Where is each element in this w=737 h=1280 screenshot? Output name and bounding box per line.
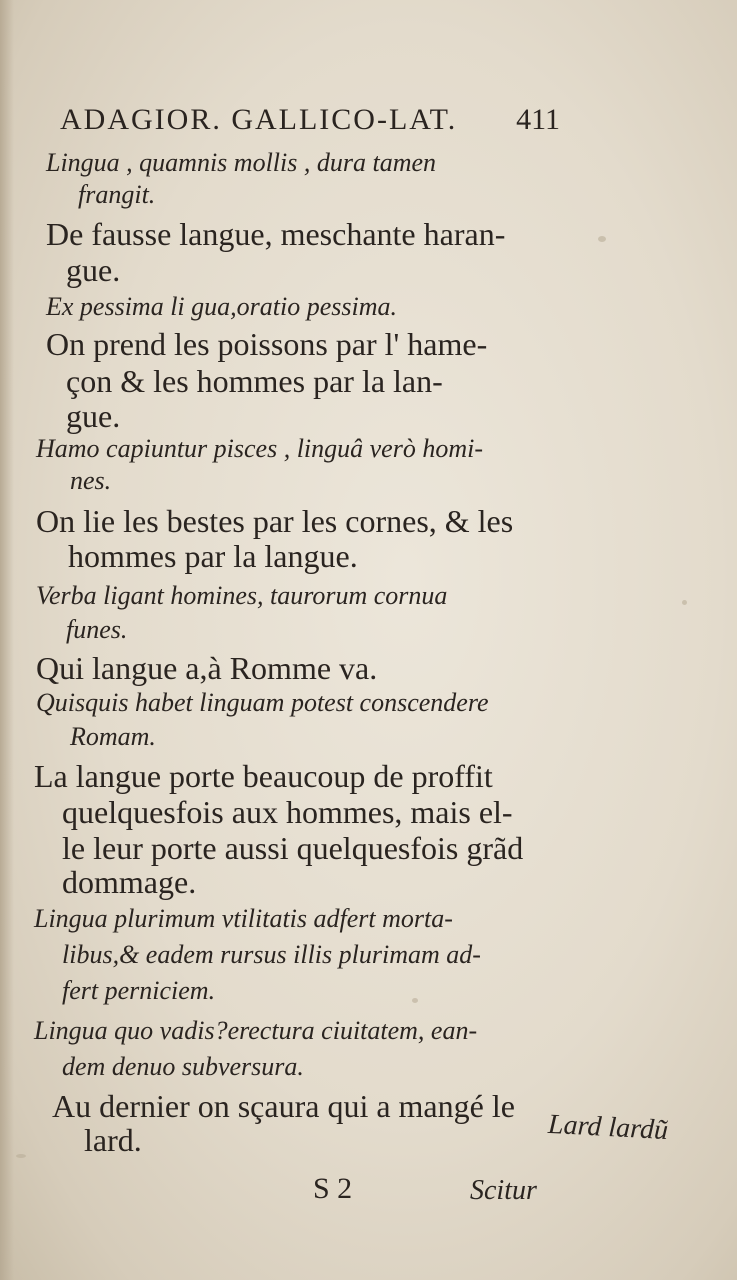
text-line-french: Au dernier on sçaura qui a mangé le bbox=[52, 1088, 515, 1124]
paper-fleck bbox=[598, 236, 606, 242]
paper-fleck bbox=[412, 998, 418, 1003]
text-line-french: dommage. bbox=[62, 864, 197, 900]
page-gutter-shadow bbox=[0, 0, 14, 1280]
text-line-french: çon & les hommes par la lan- bbox=[66, 363, 443, 399]
text-line-latin: frangit. bbox=[78, 180, 156, 209]
text-line-latin: Lingua quo vadis?erectura ciuitatem, ean- bbox=[34, 1016, 478, 1045]
running-header bbox=[60, 103, 560, 137]
text-line-latin: Lingua , quamnis mollis , dura tamen bbox=[46, 148, 437, 177]
text-line-french: gue. bbox=[66, 398, 121, 434]
text-line-latin: Quisquis habet linguam potest conscendere bbox=[36, 688, 489, 717]
signature-mark: S 2 bbox=[313, 1172, 353, 1205]
text-line-french: gue. bbox=[66, 252, 121, 288]
text-line-french: Qui langue a,à Romme va. bbox=[36, 650, 378, 686]
text-line-latin: Lingua plurimum vtilitatis adfert morta- bbox=[34, 904, 453, 933]
text-line-latin: dem denuo subversura. bbox=[62, 1052, 304, 1081]
text-line-french: lard. bbox=[84, 1122, 142, 1158]
text-line-latin: Romam. bbox=[70, 722, 156, 751]
text-line-french: De fausse langue, meschante haran- bbox=[46, 216, 506, 252]
text-line-latin: nes. bbox=[70, 466, 112, 495]
text-line-french: le leur porte aussi quelquesfois grãd bbox=[62, 830, 524, 866]
text-line-latin: libus,& eadem rursus illis plurimam ad- bbox=[62, 940, 481, 969]
text-line-french: hommes par la langue. bbox=[68, 538, 358, 574]
text-line-french: On lie les bestes par les cornes, & les bbox=[36, 503, 514, 539]
paper-fleck bbox=[682, 600, 687, 605]
text-line-latin: Verba ligant homines, taurorum cornua bbox=[36, 581, 448, 610]
running-title: ADAGIOR. GALLICO-LAT. bbox=[60, 103, 458, 136]
text-line-french: La langue porte beaucoup de proffit bbox=[34, 758, 493, 794]
page-number: 411 bbox=[516, 103, 560, 136]
text-line-latin: fert perniciem. bbox=[62, 976, 216, 1005]
text-line-french: quelquesfois aux hommes, mais el- bbox=[62, 794, 513, 830]
text-line-french: On prend les poissons par l' hame- bbox=[46, 326, 488, 362]
catchword: Scitur bbox=[470, 1175, 537, 1206]
text-line-latin: funes. bbox=[66, 615, 128, 644]
paper-fleck bbox=[16, 1154, 26, 1158]
text-line-latin: Hamo capiuntur pisces , linguâ verò homi- bbox=[36, 434, 484, 463]
text-line-latin: Ex pessima li gua,oratio pessima. bbox=[46, 292, 397, 321]
marginal-note: Lard lardũ bbox=[547, 1108, 669, 1147]
